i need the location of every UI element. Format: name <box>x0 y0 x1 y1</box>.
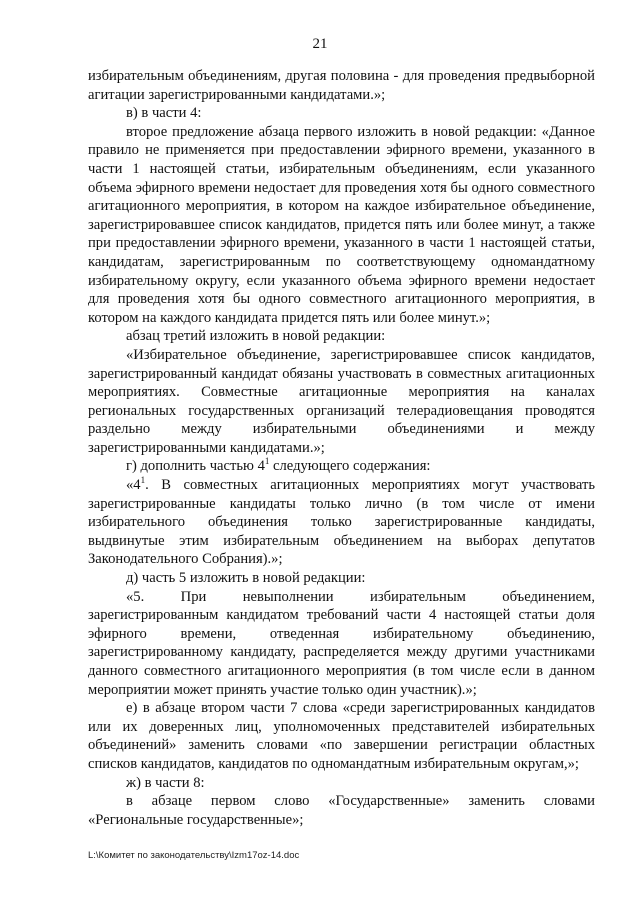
paragraph-third-abzac-intro: абзац третий изложить в новой редакции: <box>126 328 386 345</box>
page-number: 21 <box>312 36 328 52</box>
paragraph-part-8-edit: в абзаце первом слово «Государственные» заменить словами «Региональные государственные»; <box>88 793 595 828</box>
item-g-after: следующего содержания: <box>269 458 431 475</box>
paragraph-second-sentence-edit: второе предложение абзаца первого изложить в новой редакции: «Данное правило не применяется при предоставлении эфирного времени, указанного в части 1 настоящей статьи, избирательным объединениям, если указанного объема эфирного времени недостает для проведения хотя бы одного совместного агитационного мероприятия, в котором на каждое избирательное объединение, зарегистрировавшее список кандидатов, придется пять или более минут, а также при предоставлении эфирного времени, указанного в части 1 настоящей статьи, кандидатам, зарегистрированным по соответствующему одномандатному избирательному округу, если указанного объема эфирного времени недостает для проведения хотя бы одного совместного агитационного мероприятия, в котором на каждого кандидата придется пять или более минут.»; <box>88 123 595 326</box>
paragraph-continuation: избирательным объединениям, другая половина - для проведения предвыборной агитации зарегистрированными кандидатами.»; <box>88 68 595 103</box>
paragraph-item-g <box>88 457 595 476</box>
paragraph-item-e: е) в абзаце втором части 7 слова «среди зарегистрированных кандидатов или их доверенных лиц, уполномоченных представителей избирательных объединений» заменить словами «по завершении регистрации областных списков кандидатов, кандидатов по одномандатным избирательным округам,»; <box>88 700 595 772</box>
paragraph-item-v: в) в части 4: <box>126 105 202 122</box>
paragraph-third-abzac-text: «Избирательное объединение, зарегистрировавшее список кандидатов, зарегистрированный кандидат обязаны участвовать в совместных агитационных мероприятиях. Совместные агитационные мероприятия на каналах региональных государственных организаций телерадиовещания проводятся раздельно между избирательными объединениями и между зарегистрированными кандидатами.»; <box>88 346 595 456</box>
paragraph-item-zh: ж) в части 8: <box>126 774 205 791</box>
paragraph-part-4-1 <box>88 476 595 569</box>
part-4-1-after: . В совместных агитационных мероприятиях могут участвовать зарегистрированные кандидаты только лично (в том числе от имени избирательного объединения только зарегистрированные кандидаты, выдвинутые этим избирательным объединением на выборах депутатов Законодательного Собрания).»; <box>88 477 595 568</box>
document-body <box>88 67 595 829</box>
part-4-1-before: «4 <box>126 477 141 494</box>
part-4-1-sup: 1 <box>140 475 146 486</box>
paragraph-item-d: д) часть 5 изложить в новой редакции: <box>126 570 366 587</box>
item-g-sup: 1 <box>264 456 270 467</box>
paragraph-part-5: «5. При невыполнении избирательным объединением, зарегистрированным кандидатом требований части 4 настоящей статьи доля эфирного времени, отведенная избирательному объединению, зарегистрированному кандидату, распределяется между другими участниками данного совместного агитационного мероприятия (в том числе если в данном мероприятии может принять участие только один участник).»; <box>88 588 595 698</box>
item-g-before: г) дополнить частью 4 <box>126 458 265 475</box>
footer-file-path: L:\Комитет по законодательству\Izm17oz-14.doc <box>88 850 300 861</box>
